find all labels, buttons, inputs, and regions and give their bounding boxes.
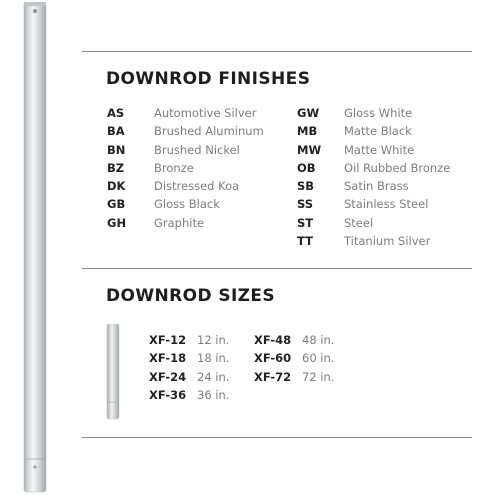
finish-code: GH [107, 216, 127, 230]
finish-name: Titanium Silver [344, 234, 431, 248]
finish-code: TT [297, 234, 313, 248]
size-code: XF-24 [149, 370, 187, 384]
finish-code: ST [297, 216, 314, 230]
finish-code: AS [107, 106, 125, 120]
finish-code: SS [297, 197, 314, 211]
size-code: XF-36 [149, 388, 187, 402]
top-divider [82, 51, 472, 52]
finish-code: GW [297, 106, 320, 120]
size-code: XF-60 [254, 351, 292, 365]
finish-name: Matte White [344, 143, 415, 157]
finishes-heading: DOWNROD FINISHES [106, 69, 311, 89]
finish-name: Distressed Koa [154, 179, 240, 193]
finish-name: Brushed Aluminum [154, 124, 264, 138]
finish-name: Stainless Steel [344, 197, 429, 211]
finish-code: MW [297, 143, 322, 157]
size-length: 60 in. [302, 351, 335, 365]
finish-name: Gloss Black [154, 197, 220, 211]
finish-name: Oil Rubbed Bronze [344, 161, 451, 175]
size-code: XF-18 [149, 351, 187, 365]
sizes-heading: DOWNROD SIZES [106, 286, 276, 306]
finish-code: BZ [107, 161, 125, 175]
finish-code: BN [107, 143, 126, 157]
finish-name: Satin Brass [344, 179, 409, 193]
finish-name: Steel [344, 216, 374, 230]
finish-name: Graphite [154, 216, 205, 230]
middle-divider [82, 268, 472, 269]
size-length: 18 in. [197, 351, 230, 365]
finish-name: Brushed Nickel [154, 143, 240, 157]
finish-code: SB [297, 179, 315, 193]
size-length: 12 in. [197, 333, 230, 347]
size-length: 36 in. [197, 388, 230, 402]
finish-code: MB [297, 124, 318, 138]
size-code: XF-48 [254, 333, 292, 347]
finish-code: BA [107, 124, 125, 138]
size-code: XF-72 [254, 370, 292, 384]
bottom-divider [82, 437, 472, 438]
finish-name: Gloss White [344, 106, 413, 120]
finish-name: Automotive Silver [154, 106, 257, 120]
size-length: 24 in. [197, 370, 230, 384]
size-length: 72 in. [302, 370, 335, 384]
finish-code: GB [107, 197, 126, 211]
downrod-image [22, 2, 48, 494]
finish-name: Bronze [154, 161, 194, 175]
downrod-size-image [106, 324, 120, 420]
size-code: XF-12 [149, 333, 187, 347]
finish-code: OB [297, 161, 316, 175]
size-length: 48 in. [302, 333, 335, 347]
finish-name: Matte Black [344, 124, 412, 138]
finish-code: DK [107, 179, 126, 193]
